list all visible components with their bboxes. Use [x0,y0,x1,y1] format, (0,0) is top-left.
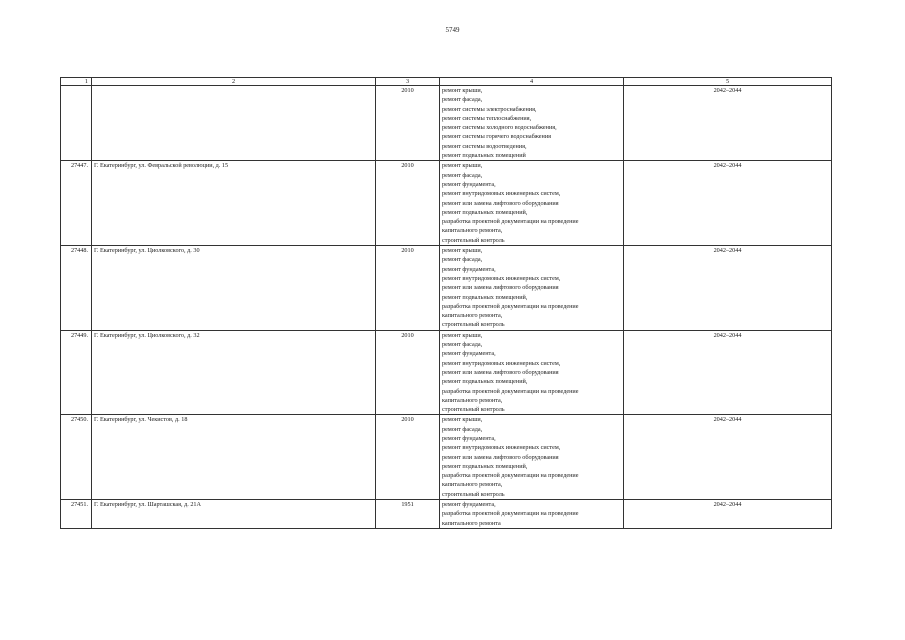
row-number-cell: 27447. [61,161,92,246]
work-item: ремонт фундамента, [442,501,496,509]
row-number-cell [61,86,92,161]
work-item: ремонт подвальных помещений [442,152,526,160]
work-item: ремонт крыши, [442,247,483,255]
work-item: ремонт внутридомовых инженерных систем, [442,444,561,452]
build-year-cell: 2010 [376,415,440,500]
build-year-cell: 2010 [376,161,440,246]
work-item: ремонт или замена лифтового оборудования [442,284,559,292]
work-item: ремонт или замена лифтового оборудования [442,453,559,461]
works-cell [440,86,624,161]
table-row [61,415,832,500]
work-item: ремонт крыши, [442,331,483,339]
work-item: ремонт фасада, [442,341,483,349]
build-year-cell: 1951 [376,500,440,529]
table-body [61,86,832,529]
table-row [61,330,832,415]
work-item: разработка проектной документации на проведение [442,218,579,226]
table-row [61,500,832,529]
work-item: ремонт фундамента, [442,265,496,273]
work-item: ремонт внутридомовых инженерных систем, [442,190,561,198]
work-item: ремонт фасада, [442,96,483,104]
works-cell [440,415,624,500]
work-item: ремонт фундамента, [442,434,496,442]
work-item: ремонт подвальных помещений, [442,293,528,301]
repair-period-cell: 2042–2044 [624,500,832,529]
work-item: ремонт или замена лифтового оборудования [442,368,559,376]
work-item: капитального ремонта, [442,396,503,404]
work-item: ремонт фундамента, [442,180,496,188]
row-number-cell: 27451. [61,500,92,529]
page-number: 5749 [445,26,460,34]
work-item: ремонт системы горячего водоснабжения [442,133,551,141]
repair-period-cell: 2042–2044 [624,161,832,246]
work-item: строительный контроль [442,321,505,329]
work-item: ремонт крыши, [442,162,483,170]
work-item: разработка проектной документации на проведение [442,510,579,518]
work-item: ремонт фасада, [442,425,483,433]
works-cell [440,161,624,246]
repair-period-cell: 2042–2044 [624,246,832,331]
address-cell: Г. Екатеринбург, ул. Февральской революции, д. 15 [92,161,376,246]
address-cell: Г. Екатеринбург, ул. Шарташская, д. 21А [92,500,376,529]
work-item: ремонт системы электроснабжения, [442,105,537,113]
address-cell: Г. Екатеринбург, ул. Чекистов, д. 18 [92,415,376,500]
column-header-1: 1 [61,78,92,86]
work-item: разработка проектной документации на проведение [442,302,579,310]
work-item: ремонт системы холодного водоснабжения, [442,124,557,132]
build-year-cell: 2010 [376,246,440,331]
works-cell [440,330,624,415]
column-number-row [61,78,832,86]
work-item: разработка проектной документации на проведение [442,387,579,395]
row-number-cell: 27448. [61,246,92,331]
work-item: ремонт подвальных помещений, [442,208,528,216]
repair-period-cell: 2042–2044 [624,330,832,415]
row-number-cell: 27449. [61,330,92,415]
row-number-cell: 27450. [61,415,92,500]
work-item: капитального ремонта, [442,312,503,320]
table-row [61,86,832,161]
work-item: ремонт системы теплоснабжения, [442,114,532,122]
work-item: ремонт подвальных помещений, [442,378,528,386]
build-year-cell: 2010 [376,86,440,161]
column-header-3: 3 [376,78,440,86]
column-header-4: 4 [440,78,624,86]
work-item: капитального ремонта, [442,481,503,489]
column-header-2: 2 [92,78,376,86]
work-item: строительный контроль [442,406,505,414]
work-item: строительный контроль [442,236,505,244]
table-row [61,246,832,331]
works-cell [440,500,624,529]
work-item: ремонт системы водоотведения, [442,142,527,150]
table-header [61,78,832,86]
work-item: ремонт или замена лифтового оборудования [442,199,559,207]
work-item: ремонт крыши, [442,416,483,424]
address-cell [92,86,376,161]
address-cell: Г. Екатеринбург, ул. Циолковского, д. 30 [92,246,376,331]
work-item: ремонт внутридомовых инженерных систем, [442,359,561,367]
repair-period-cell: 2042–2044 [624,415,832,500]
column-header-5: 5 [624,78,832,86]
build-year-cell: 2010 [376,330,440,415]
work-item: ремонт подвальных помещений, [442,462,528,470]
work-item: строительный контроль [442,490,505,498]
repair-schedule-table [60,77,832,529]
work-item: капитального ремонта [442,519,501,527]
work-item: ремонт внутридомовых инженерных систем, [442,274,561,282]
work-item: ремонт фасада, [442,256,483,264]
repair-period-cell: 2042–2044 [624,86,832,161]
work-item: ремонт фасада, [442,171,483,179]
works-cell [440,246,624,331]
address-cell: Г. Екатеринбург, ул. Циолковского, д. 32 [92,330,376,415]
work-item: ремонт крыши, [442,87,483,94]
table-row [61,161,832,246]
work-item: капитального ремонта, [442,227,503,235]
work-item: разработка проектной документации на проведение [442,472,579,480]
work-item: ремонт фундамента, [442,350,496,358]
